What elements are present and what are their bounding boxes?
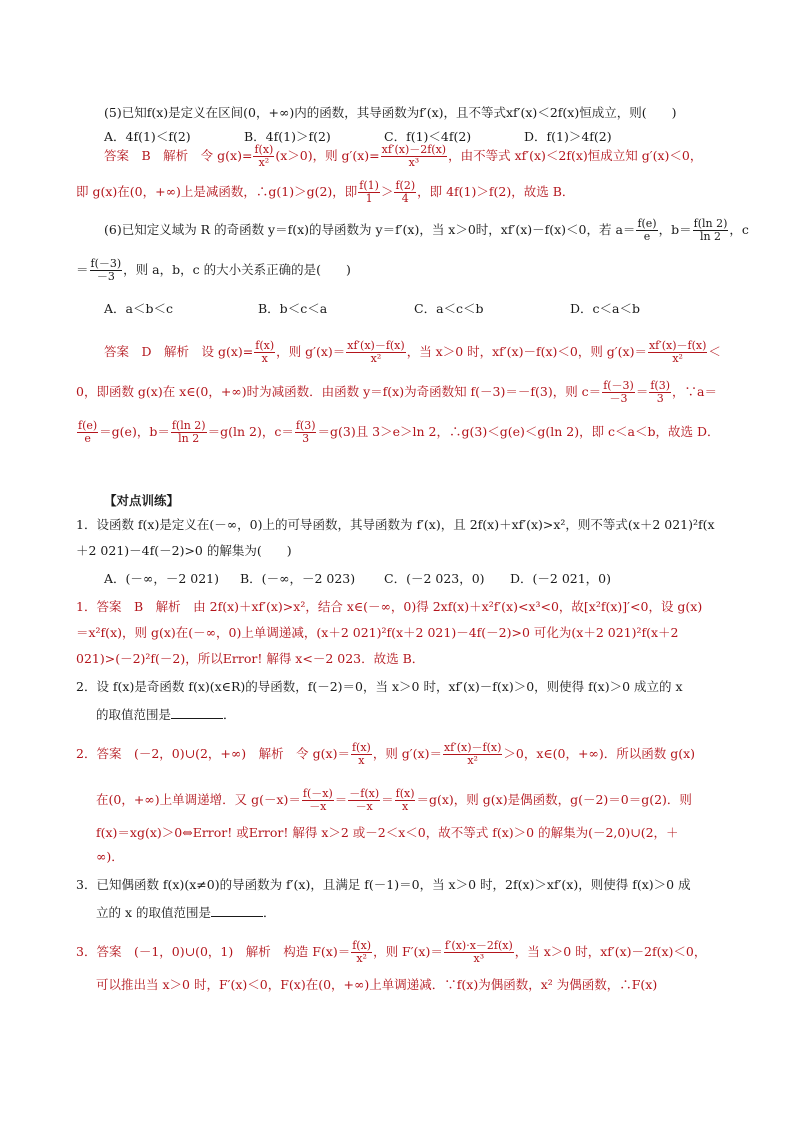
option-b: B．b＜c＜a [258, 301, 328, 316]
practice-2-question-line2: 的取值范围是 ． [96, 707, 236, 722]
problem-6-question-line2: ＝ $\frac{f(-3)}{-3}$ ，则 a，b，c 的大小关系正确的是( ) [76, 257, 351, 283]
option-d: D．c＜a＜b [570, 301, 640, 316]
practice-1-question-line2: ＋2 021)－4f(－2)>0 的解集为( ) [76, 543, 292, 558]
practice-3-question: 3．已知偶函数 f(x)(x≠0)的导函数为 f′(x)，且满足 f(－1)＝0，当 x＞0 时，2f(x)＞xf′(x)，则使得 f(x)＞0 成 [76, 877, 691, 892]
answer-blank[interactable] [171, 706, 223, 719]
practice-1-answer-line2: ＝x²f(x)，则 g(x)在(－∞，0)上单调递减，(x＋2 021)²f(x＋2 021)－4f(－2)>0 可化为(x＋2 021)²f(x＋2 [76, 625, 679, 640]
option-c: C．f(1)＜4f(2) [384, 129, 472, 144]
option-c: C．(－2 023，0) [384, 571, 485, 586]
option-d: D．f(1)＞4f(2) [524, 129, 612, 144]
practice-3-answer-line2: 可以推出当 x＞0 时，F′(x)＜0，F(x)在(0，+∞)上单调递减．∵f(x)为偶函数，x² 为偶函数，∴F(x) [96, 977, 658, 992]
option-b: B．4f(1)＞f(2) [244, 129, 331, 144]
practice-1-answer-line3: 021)>(－2)²f(－2)，所以Error! 解得 x<－2 023．故选 B． [76, 651, 425, 666]
option-c: C．a＜c＜b [414, 301, 484, 316]
problem-6-answer-line3: $\frac{f(e)}{e}$ ＝g(e)，b＝ $\frac{f(\ln 2)}{\ln 2}$ ＝g(ln 2)，c＝ $\frac{f(3)}{3}$ ＝g(3)且 3＞e＞ln 2，∴g(3)＜g(e)＜g(ln 2)，即 c＜a＜b，故选 D． [78, 419, 720, 445]
option-a: A．a＜b＜c [104, 301, 173, 316]
practice-2-answer-line2: 在(0，+∞)上单调递增．又 g(－x)＝ $\frac{f(-x)}{-x}$ ＝ $\frac{-f(x)}{-x}$ ＝ $\frac{f(x)}{x}$ ＝g(x)，则 g(x)是偶函数，g(－2)＝0＝g(2)．则 [96, 787, 692, 813]
practice-1-question: 1．设函数 f(x)是定义在(－∞，0)上的可导函数，其导函数为 f′(x)，且 2f(x)＋xf′(x)>x²，则不等式(x＋2 021)²f(x [76, 517, 715, 532]
option-d: D．(－2 021，0) [510, 571, 612, 586]
practice-2-answer-line3: f(x)＝xg(x)＞0⇔Error! 或Error! 解得 x＞2 或－2＜x＜0，故不等式 f(x)＞0 的解集为(－2,0)∪(2，＋ [96, 825, 679, 840]
problem-5-question: (5)已知f(x)是定义在区间(0，+∞)内的函数，其导函数为f′(x)，且不等式xf′(x)＜2f(x)恒成立，则( ) [104, 105, 677, 120]
problem-5-answer: 答案 B 解析 令 g(x)= $\frac{f(x)}{\text{x²}}$ (x＞0)，则 g′(x)= $\frac{xf'(x)-2f(x)}{\text{x³}}$ ，由不等式 xf′(x)＜2f(x)恒成立知 g′(x)＜0， [104, 143, 703, 169]
option-b: B．(－∞，－2 023) [240, 571, 356, 586]
practice-3-question-line2: 立的 x 的取值范围是 ． [96, 905, 276, 920]
problem-6-answer: 答案 D 解析 设 g(x)= $\frac{f(x)}{x}$ ，则 g′(x)＝ $\frac{xf'(x)-f(x)}{\text{x²}}$ ，当 x＞0 时，xf′(x)－f(x)＜0，则 g′(x)＝ $\frac{xf'(x)-f(x)}{\text{x²}}$ ＜ [104, 339, 721, 365]
problem-6-answer-line2: 0，即函数 g(x)在 x∈(0，+∞)时为减函数．由函数 y＝f(x)为奇函数知 f(－3)＝－f(3)，则 c＝ $\frac{f(-3)}{-3}$ ＝ $\frac{f(3)}{3}$ ，∵a＝ [76, 379, 717, 405]
practice-2-question: 2．设 f(x)是奇函数 f(x)(x∈R)的导函数，f(－2)＝0，当 x＞0 时，xf′(x)－f(x)＞0，则使得 f(x)＞0 成立的 x [76, 679, 683, 694]
problem-5-answer-line2: 即 g(x)在(0，+∞)上是减函数，∴g(1)＞g(2)，即 $\frac{f(1)}{1}$ ＞ $\frac{f(2)}{4}$ ，即 4f(1)＞f(2)，故选 B． [76, 179, 575, 205]
practice-2-answer: 2．答案 (－2，0)∪(2，+∞) 解析 令 g(x)＝ $\frac{f(x)}{x}$ ，则 g′(x)＝ $\frac{xf'(x)-f(x)}{\text{x²}}$ ＞0，x∈(0，+∞)．所以函数 g(x) [76, 741, 696, 767]
practice-3-answer: 3．答案 (－1，0)∪(0，1) 解析 构造 F(x)＝ $\frac{f(x)}{\text{x²}}$ ，则 F′(x)＝ $\frac{f'(x)\cdot x-2f(x)}{\text{x³}}$ ，当 x＞0 时，xf′(x)－2f(x)＜0， [76, 939, 707, 965]
section-title: 【对点训练】 [104, 493, 180, 508]
practice-2-answer-line4: ∞)． [96, 849, 124, 864]
answer-blank[interactable] [211, 904, 263, 917]
option-a: A．4f(1)＜f(2) [104, 129, 191, 144]
practice-1-answer: 1．答案 B 解析 由 2f(x)＋xf′(x)>x²，结合 x∈(－∞，0)得 2xf(x)＋x²f′(x)<x³<0，故[x²f(x)]′<0，设 g(x) [76, 599, 703, 614]
option-a: A．(－∞，－2 021) [104, 571, 219, 586]
problem-6-question: (6)已知定义域为 R 的奇函数 y＝f(x)的导函数为 y＝f′(x)，当 x＞0时，xf′(x)－f(x)＜0，若 a＝ $\frac{f(e)}{e}$ ，b＝ $\frac{f(\ln 2)}{\ln 2}$ ，c [104, 217, 749, 243]
